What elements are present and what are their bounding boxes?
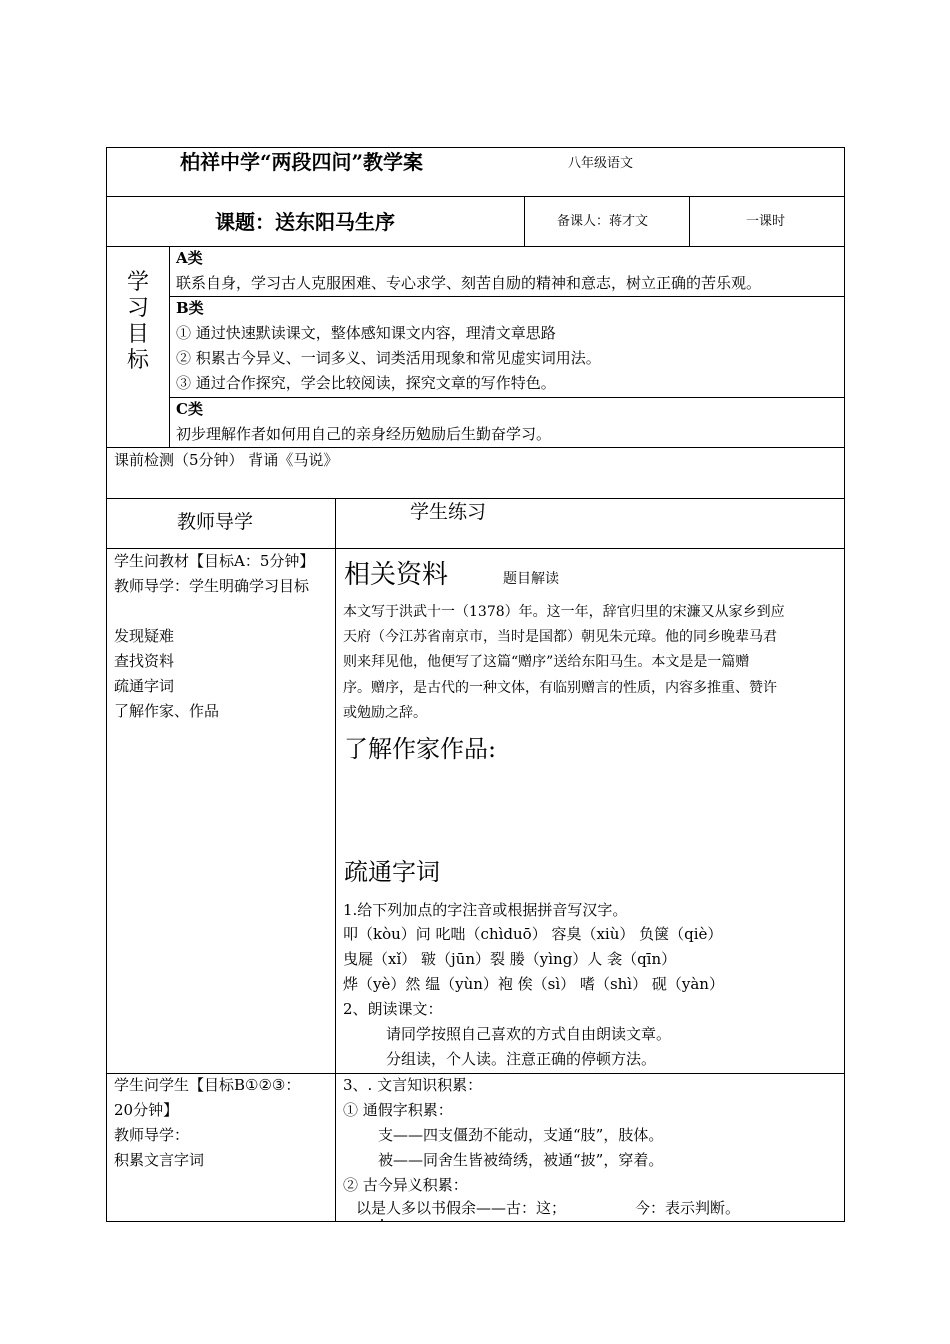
goal-b-item: ③ 通过合作探究，学会比较阅读，探究文章的写作特色。 bbox=[176, 374, 556, 392]
question-2: 2、朗读课文： bbox=[343, 1000, 443, 1018]
section1-objective: 学生问教材【目标A：5分钟】 bbox=[114, 552, 315, 570]
question-1: 1.给下列加点的字注音或根据拼音写汉字。 bbox=[343, 901, 628, 919]
goals-side-char: 标 bbox=[126, 348, 149, 373]
goals-side-char: 目 bbox=[126, 322, 149, 347]
goals-side-divider bbox=[169, 246, 170, 448]
table-rule bbox=[106, 447, 845, 448]
read-line: 分组读，个人读。注意正确的停顿方法。 bbox=[386, 1050, 657, 1068]
pretest: 课前检测（5分钟） 背诵《马说》 bbox=[114, 451, 339, 469]
emphasis-dot bbox=[381, 1219, 383, 1221]
column-divider bbox=[524, 196, 525, 247]
pinyin-row: 叩（kòu）问 叱咄（chìduō） 容臭（xiù） 负箧（qiè） bbox=[343, 925, 723, 943]
table-rule bbox=[169, 296, 845, 297]
section1-guide: 教师导学：学生明确学习目标 bbox=[114, 577, 310, 595]
reference-line: 或勉励之辞。 bbox=[343, 705, 427, 721]
reference-line: 天府（今江苏省南京市，当时是国都）朝见朱元璋。他的同乡晚辈马君 bbox=[343, 629, 777, 645]
table-rule bbox=[106, 246, 845, 247]
tongjia-item: 被——同舍生皆被绮绣，被通“披”，穿着。 bbox=[378, 1151, 664, 1169]
column-divider bbox=[689, 196, 690, 247]
words-heading: 疏通字词 bbox=[344, 858, 440, 886]
gujin-item: 以是人多以书假余——古：这； bbox=[356, 1199, 567, 1217]
pinyin-row: 烨（yè）然 缊（yùn）袍 俟（sì） 嗜（shì） 砚（yàn） bbox=[343, 975, 724, 993]
goal-a-heading: A类 bbox=[176, 249, 203, 267]
tongjia-heading: ① 通假字积累： bbox=[343, 1101, 453, 1119]
column-divider bbox=[335, 498, 336, 1222]
table-rule bbox=[106, 196, 845, 197]
section2-duration: 20分钟】 bbox=[114, 1101, 179, 1119]
section1-step: 疏通字词 bbox=[114, 677, 175, 695]
goals-side-char: 习 bbox=[126, 296, 149, 321]
gujin-item-modern: 今：表示判断。 bbox=[635, 1199, 741, 1217]
section1-step: 了解作家、作品 bbox=[114, 702, 220, 720]
section2-task: 积累文言字词 bbox=[114, 1151, 205, 1169]
question-3: 3、. 文言知识积累： bbox=[343, 1076, 483, 1094]
table-rule bbox=[106, 498, 845, 499]
goal-b-item: ② 积累古今异义、一词多义、词类活用现象和常见虚实词用法。 bbox=[176, 349, 601, 367]
reference-line: 序。赠序，是古代的一种文体，有临别赠言的性质，内容多推重、赞许 bbox=[343, 680, 777, 696]
school-title: 柏祥中学“两段四问”教学案 bbox=[180, 150, 424, 174]
table-border-top bbox=[106, 147, 845, 148]
goals-side-label bbox=[125, 270, 151, 374]
table-rule bbox=[169, 397, 845, 398]
periods: 一课时 bbox=[746, 214, 786, 229]
preparer: 备课人：蒋才文 bbox=[557, 214, 649, 229]
section1-step: 发现疑难 bbox=[114, 627, 175, 645]
goal-b-item: ① 通过快速默读课文，整体感知课文内容，理清文章思路 bbox=[176, 324, 556, 342]
table-rule bbox=[106, 1073, 845, 1074]
goal-a-text: 联系自身，学习古人克服困难、专心求学、刻苦自励的精神和意志，树立正确的苦乐观。 bbox=[176, 274, 762, 292]
pinyin-row: 曳屣（xǐ） 皲（jūn）裂 媵（yìng）人 衾（qīn） bbox=[343, 950, 677, 968]
student-column-heading: 学生练习 bbox=[410, 501, 487, 523]
reference-line: 则来拜见他，他便写了这篇“赠序”送给东阳马生。本文是是一篇赠 bbox=[343, 654, 750, 670]
table-border-left bbox=[106, 147, 107, 1222]
gujin-heading: ② 古今异义积累： bbox=[343, 1176, 468, 1194]
section2-objective: 学生问学生【目标B①②③： bbox=[114, 1076, 301, 1094]
table-border-bottom bbox=[106, 1221, 845, 1222]
reference-line: 本文写于洪武十一（1378）年。这一年，辞官归里的宋濂又从家乡到应 bbox=[343, 604, 785, 620]
tongjia-item: 支——四支僵劲不能动，支通“肢”，肢体。 bbox=[378, 1126, 664, 1144]
goal-c-heading: C类 bbox=[176, 400, 203, 418]
table-rule bbox=[106, 548, 845, 549]
teacher-column-heading: 教师导学 bbox=[177, 511, 254, 533]
goal-c-text: 初步理解作者如何用自己的亲身经历勉励后生勤奋学习。 bbox=[176, 425, 552, 443]
read-line: 请同学按照自己喜欢的方式自由朗读文章。 bbox=[386, 1025, 672, 1043]
lesson-title: 课题：送东阳马生序 bbox=[215, 210, 395, 234]
goals-side-char: 学 bbox=[126, 270, 149, 295]
author-heading: 了解作家作品: bbox=[344, 735, 497, 763]
reference-subheading: 题目解读 bbox=[503, 571, 559, 587]
section2-guide: 教师导学： bbox=[114, 1126, 190, 1144]
table-border-right bbox=[844, 147, 845, 1222]
section1-step: 查找资料 bbox=[114, 652, 175, 670]
reference-heading: 相关资料 bbox=[344, 560, 449, 590]
goal-b-heading: B类 bbox=[176, 299, 204, 317]
grade-subject: 八年级语文 bbox=[568, 156, 634, 171]
